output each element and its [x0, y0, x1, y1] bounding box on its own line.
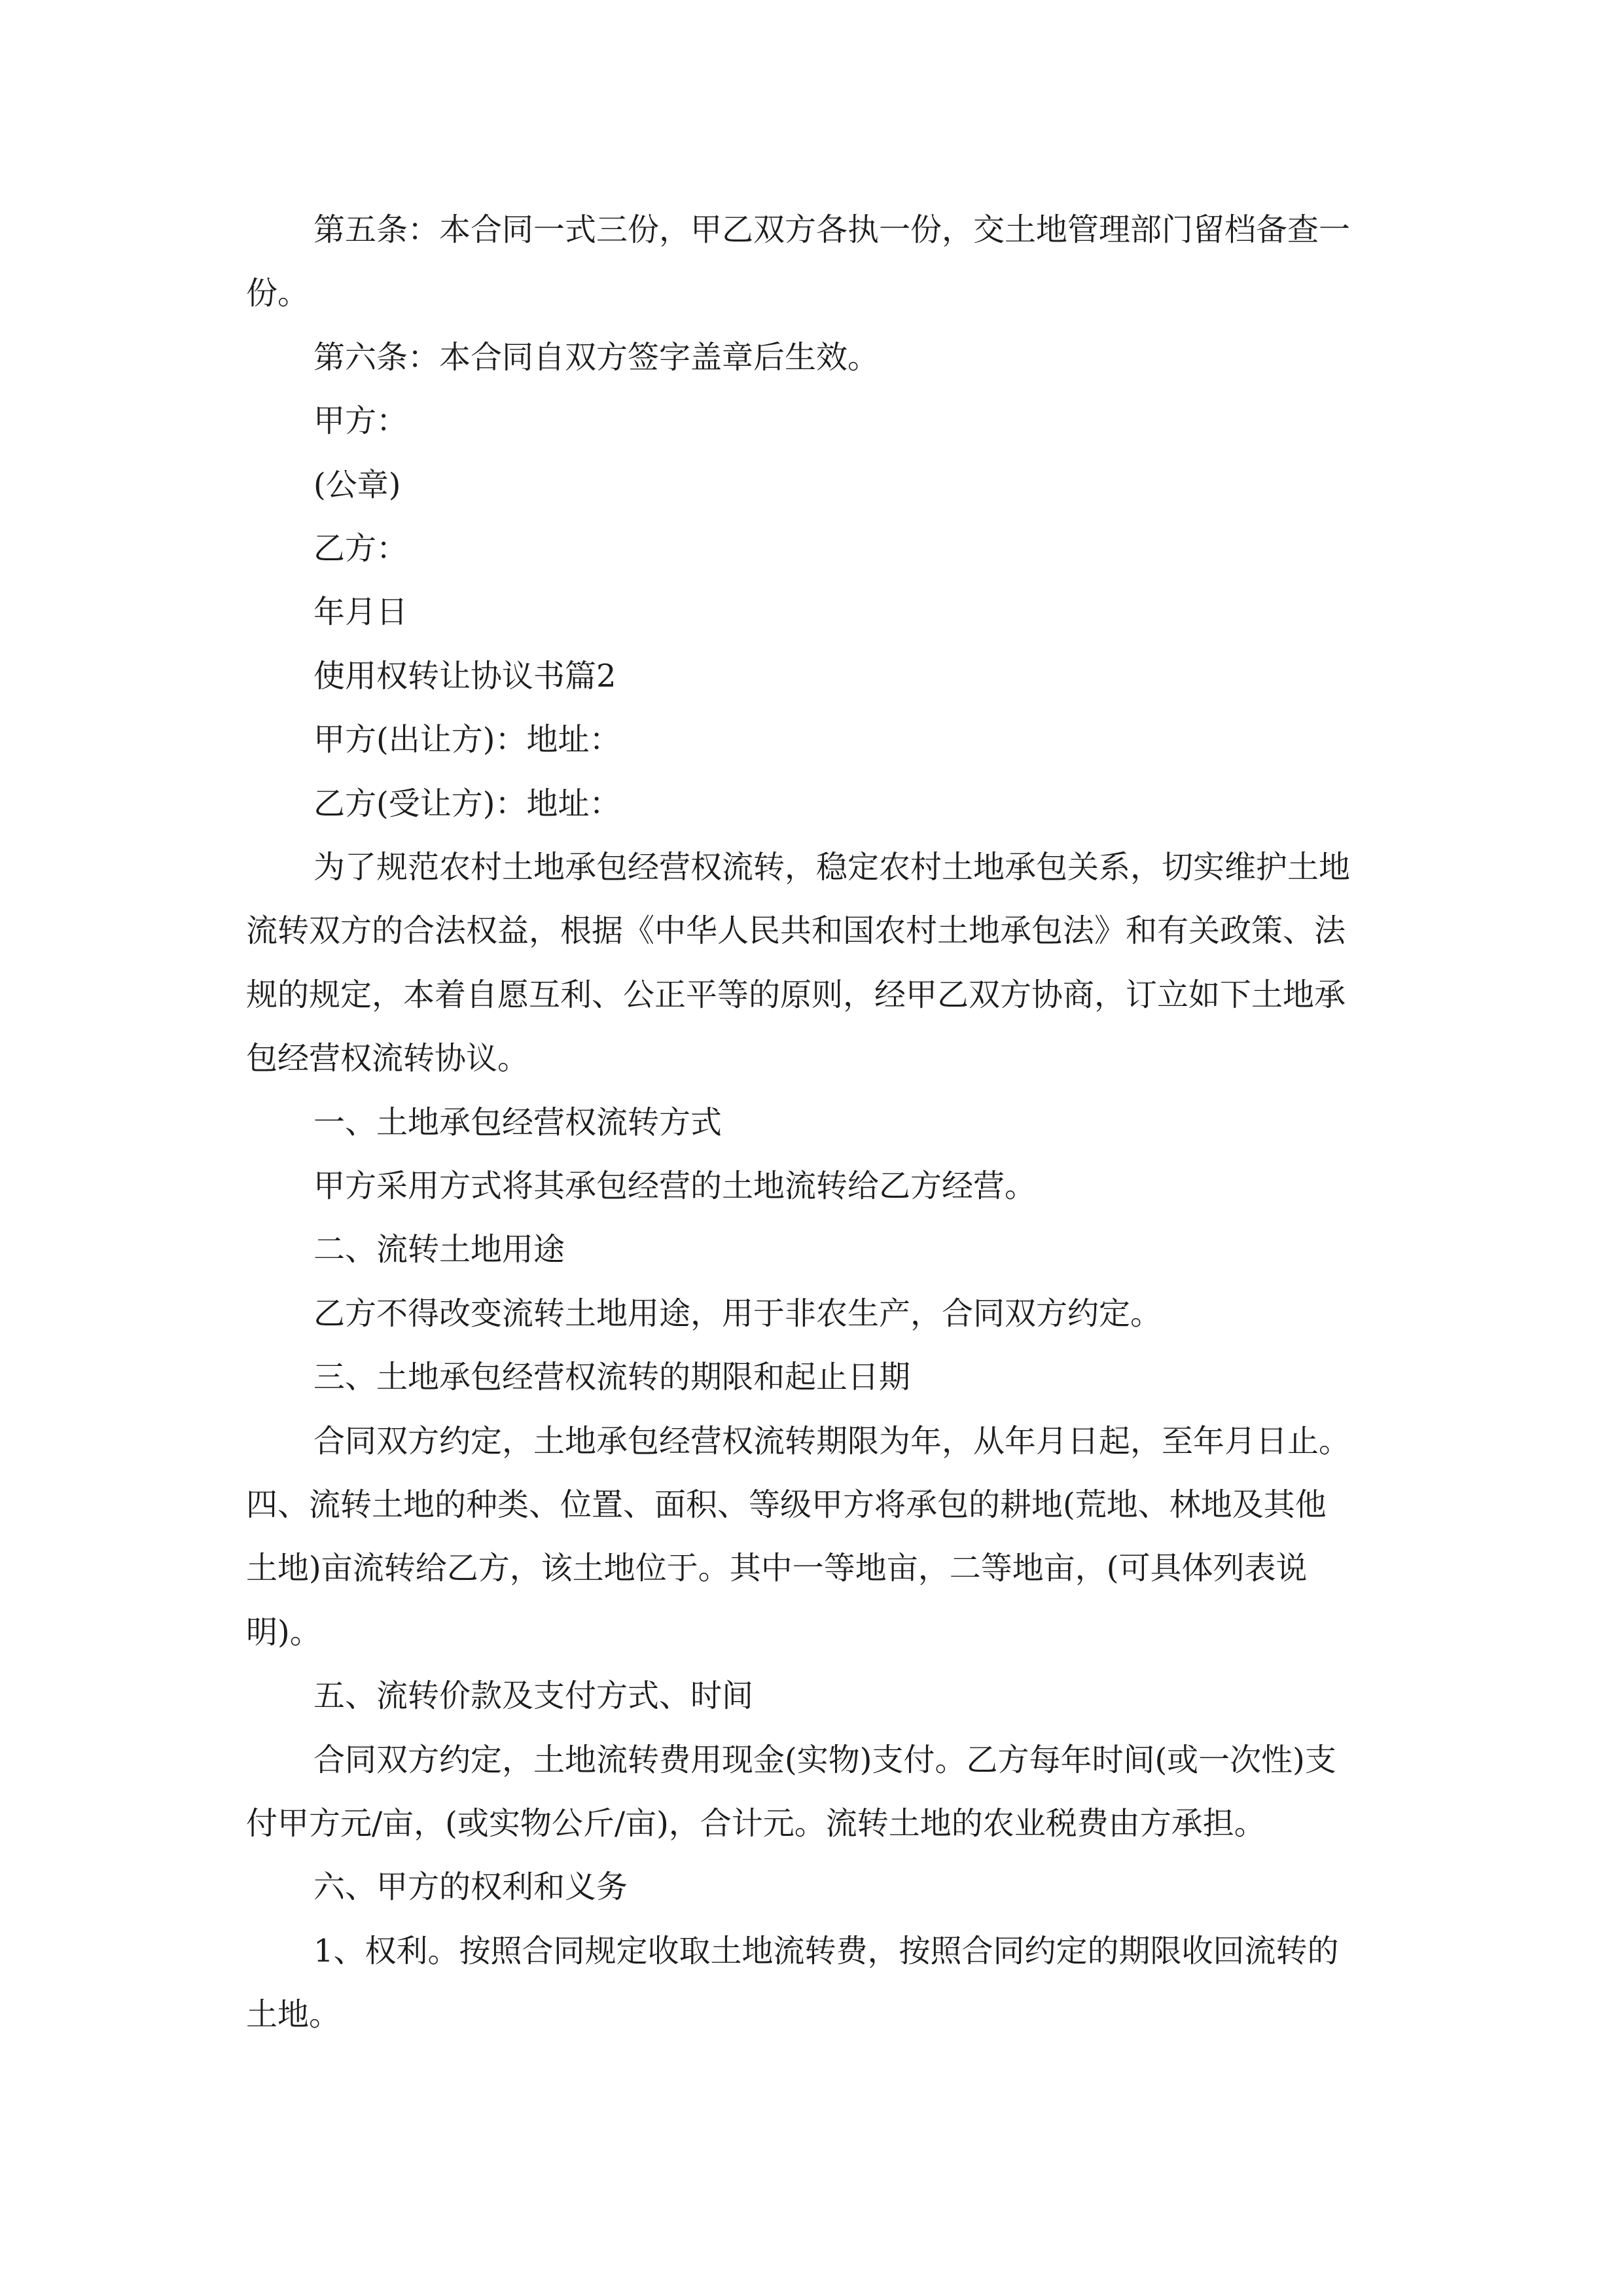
section-6-heading: 六、甲方的权利和义务	[313, 1869, 628, 1905]
section-1-text: 甲方采用方式将其承包经营的土地流转给乙方经营。	[313, 1168, 1037, 1204]
section-2-text: 乙方不得改变流转土地用途，用于非农生产，合同双方约定。	[313, 1295, 1162, 1332]
transferor-address-line: 甲方(出让方)：地址：	[313, 721, 621, 758]
clause-5-text: 第五条：本合同一式三份，甲乙双方各执一份，交土地管理部门留档备查一	[313, 211, 1351, 248]
transferee-address-line: 乙方(受让方)：地址：	[313, 785, 621, 822]
section-5-text: 合同双方约定，土地流转费用现金(实物)支付。乙方每年时间(或一次性)支	[313, 1742, 1336, 1778]
section-3-text: 合同双方约定，土地承包经营权流转期限为年，从年月日起，至年月日止。	[313, 1423, 1351, 1460]
section-1-heading: 一、土地承包经营权流转方式	[313, 1104, 722, 1141]
section-4-text: 明)。	[246, 1614, 321, 1651]
preamble-line: 流转双方的合法权益，根据《中华人民共和国农村土地承包法》和有关政策、法	[246, 912, 1346, 949]
date-label: 年月日	[313, 594, 408, 630]
section-6-rights-text: 土地。	[246, 1996, 341, 2033]
clause-6-text: 第六条：本合同自双方签字盖章后生效。	[313, 339, 880, 376]
section-3-heading: 三、土地承包经营权流转的期限和起止日期	[313, 1359, 911, 1395]
section-4-text: 土地)亩流转给乙方，该土地位于。其中一等地亩，二等地亩，(可具体列表说	[246, 1550, 1308, 1587]
section-2-heading: 二、流转土地用途	[313, 1231, 565, 1268]
agreement-title: 使用权转让协议书篇2	[313, 658, 616, 694]
preamble-line: 为了规范农村土地承包经营权流转，稳定农村土地承包关系，切实维护土地	[313, 849, 1351, 886]
official-seal-label: (公章)	[313, 467, 401, 503]
preamble-line: 包经营权流转协议。	[246, 1040, 529, 1077]
section-4-text: 四、流转土地的种类、位置、面积、等级甲方将承包的耕地(荒地、林地及其他	[246, 1486, 1327, 1523]
clause-5-continuation: 份。	[246, 275, 310, 312]
party-b-signature-label: 乙方：	[313, 530, 408, 567]
party-a-signature-label: 甲方：	[313, 403, 408, 439]
section-5-text: 付甲方元/亩，(或实物公斤/亩)，合计元。流转土地的农业税费由方承担。	[246, 1805, 1266, 1842]
section-6-rights-text: 1、权利。按照合同规定收取土地流转费，按照合同约定的期限收回流转的	[313, 1933, 1339, 1969]
section-5-heading: 五、流转价款及支付方式、时间	[313, 1677, 754, 1714]
preamble-line: 规的规定，本着自愿互利、公正平等的原则，经甲乙双方协商，订立如下土地承	[246, 977, 1346, 1013]
